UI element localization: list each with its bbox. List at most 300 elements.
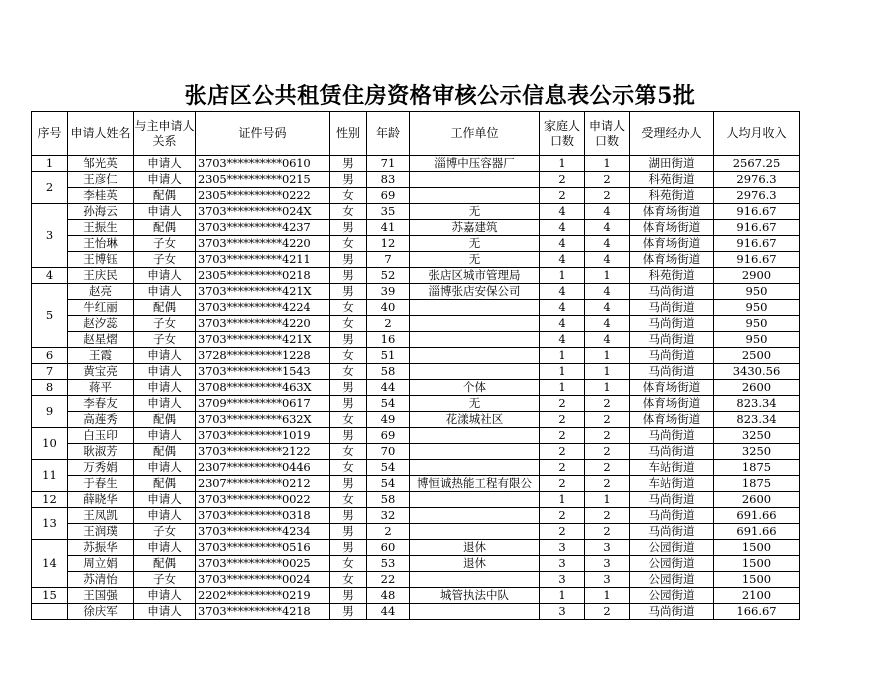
applicant-count-cell: 2 (585, 396, 630, 412)
household-size-cell: 4 (540, 220, 585, 236)
household-size-cell: 3 (540, 604, 585, 620)
handler-cell: 科苑街道 (630, 268, 714, 284)
relation-cell: 配偶 (134, 220, 196, 236)
relation-cell: 申请人 (134, 588, 196, 604)
monthly-income-cell: 916.67 (714, 220, 800, 236)
monthly-income-cell: 3250 (714, 428, 800, 444)
gender-cell: 男 (330, 396, 367, 412)
relation-cell: 申请人 (134, 204, 196, 220)
id-number-cell: 3709**********0617 (196, 396, 330, 412)
handler-cell: 马尚街道 (630, 492, 714, 508)
header-seq: 序号 (32, 112, 68, 156)
gender-cell: 女 (330, 460, 367, 476)
household-size-cell: 4 (540, 204, 585, 220)
seq-cell: 12 (32, 492, 68, 508)
table-row (32, 572, 800, 588)
gender-cell: 女 (330, 412, 367, 428)
workplace-cell (410, 300, 540, 316)
gender-cell: 女 (330, 364, 367, 380)
applicant-count-cell: 2 (585, 172, 630, 188)
workplace-cell (410, 172, 540, 188)
seq-cell: 14 (32, 540, 68, 588)
workplace-cell (410, 508, 540, 524)
name-cell: 王润璞 (68, 524, 134, 540)
gender-cell: 女 (330, 316, 367, 332)
applicant-count-cell: 4 (585, 204, 630, 220)
name-cell: 赵亮 (68, 284, 134, 300)
workplace-cell: 张店区城市管理局 (410, 268, 540, 284)
monthly-income-cell: 1500 (714, 540, 800, 556)
id-number-cell: 3703**********4220 (196, 236, 330, 252)
handler-cell: 马尚街道 (630, 604, 714, 620)
name-cell: 万秀娟 (68, 460, 134, 476)
workplace-cell: 退休 (410, 556, 540, 572)
age-cell: 44 (367, 380, 410, 396)
relation-cell: 申请人 (134, 364, 196, 380)
age-cell: 35 (367, 204, 410, 220)
monthly-income-cell: 2100 (714, 588, 800, 604)
id-number-cell: 3703**********0610 (196, 156, 330, 172)
relation-cell: 申请人 (134, 492, 196, 508)
name-cell: 王霞 (68, 348, 134, 364)
household-size-cell: 4 (540, 332, 585, 348)
id-number-cell: 3728**********1228 (196, 348, 330, 364)
applicant-count-cell: 4 (585, 236, 630, 252)
monthly-income-cell: 950 (714, 300, 800, 316)
seq-cell: 7 (32, 364, 68, 380)
applicant-count-cell: 1 (585, 348, 630, 364)
id-number-cell: 3703**********421X (196, 332, 330, 348)
age-cell: 41 (367, 220, 410, 236)
household-size-cell: 1 (540, 156, 585, 172)
gender-cell: 男 (330, 172, 367, 188)
gender-cell: 男 (330, 508, 367, 524)
seq-cell: 15 (32, 588, 68, 604)
household-size-cell: 2 (540, 188, 585, 204)
age-cell: 51 (367, 348, 410, 364)
monthly-income-cell: 823.34 (714, 412, 800, 428)
workplace-cell: 淄博张店安保公司 (410, 284, 540, 300)
id-number-cell: 3703**********2122 (196, 444, 330, 460)
household-size-cell: 2 (540, 460, 585, 476)
applicant-count-cell: 2 (585, 444, 630, 460)
name-cell: 薛晓华 (68, 492, 134, 508)
monthly-income-cell: 916.67 (714, 204, 800, 220)
name-cell: 王振生 (68, 220, 134, 236)
seq-cell: 9 (32, 396, 68, 428)
monthly-income-cell: 2600 (714, 380, 800, 396)
table-row (32, 220, 800, 236)
household-size-cell: 4 (540, 284, 585, 300)
applicant-count-cell: 4 (585, 332, 630, 348)
table-row (32, 396, 800, 412)
handler-cell: 车站街道 (630, 476, 714, 492)
id-number-cell: 3703**********0024 (196, 572, 330, 588)
gender-cell: 男 (330, 524, 367, 540)
age-cell: 39 (367, 284, 410, 300)
header-relation: 与主申请人关系 (134, 112, 196, 156)
workplace-cell (410, 348, 540, 364)
monthly-income-cell: 823.34 (714, 396, 800, 412)
header-household-size: 家庭人口数 (540, 112, 585, 156)
name-cell: 王国强 (68, 588, 134, 604)
monthly-income-cell: 691.66 (714, 508, 800, 524)
household-size-cell: 2 (540, 172, 585, 188)
table-row (32, 428, 800, 444)
workplace-cell (410, 428, 540, 444)
table-row (32, 604, 800, 620)
monthly-income-cell: 1500 (714, 572, 800, 588)
relation-cell: 配偶 (134, 444, 196, 460)
name-cell: 徐庆军 (68, 604, 134, 620)
relation-cell: 申请人 (134, 172, 196, 188)
relation-cell: 子女 (134, 572, 196, 588)
household-size-cell: 2 (540, 476, 585, 492)
household-size-cell: 1 (540, 492, 585, 508)
name-cell: 赵汐蕊 (68, 316, 134, 332)
gender-cell: 男 (330, 540, 367, 556)
id-number-cell: 3703**********0516 (196, 540, 330, 556)
monthly-income-cell: 2600 (714, 492, 800, 508)
header-age: 年龄 (367, 112, 410, 156)
name-cell: 白玉印 (68, 428, 134, 444)
relation-cell: 申请人 (134, 604, 196, 620)
gender-cell: 女 (330, 556, 367, 572)
seq-cell: 6 (32, 348, 68, 364)
relation-cell: 申请人 (134, 460, 196, 476)
page-title: 张店区公共租赁住房资格审核公示信息表公示第5批 (184, 83, 696, 109)
header-workplace: 工作单位 (410, 112, 540, 156)
workplace-cell: 淄博中压容器厂 (410, 156, 540, 172)
applicant-count-cell: 2 (585, 604, 630, 620)
table-row (32, 252, 800, 268)
household-size-cell: 2 (540, 444, 585, 460)
monthly-income-cell: 916.67 (714, 252, 800, 268)
relation-cell: 申请人 (134, 284, 196, 300)
name-cell: 王怡琳 (68, 236, 134, 252)
id-number-cell: 3703**********024X (196, 204, 330, 220)
header-applicant-count: 申请人口数 (585, 112, 630, 156)
gender-cell: 女 (330, 348, 367, 364)
applicant-count-cell: 2 (585, 412, 630, 428)
handler-cell: 车站街道 (630, 460, 714, 476)
handler-cell: 马尚街道 (630, 508, 714, 524)
gender-cell: 女 (330, 236, 367, 252)
header-monthly-income: 人均月收入 (714, 112, 800, 156)
age-cell: 54 (367, 460, 410, 476)
handler-cell: 公园街道 (630, 588, 714, 604)
age-cell: 54 (367, 396, 410, 412)
id-number-cell: 2307**********0446 (196, 460, 330, 476)
id-number-cell: 3703**********4218 (196, 604, 330, 620)
workplace-cell (410, 332, 540, 348)
gender-cell: 男 (330, 476, 367, 492)
workplace-cell: 无 (410, 396, 540, 412)
id-number-cell: 2305**********0215 (196, 172, 330, 188)
table-row (32, 364, 800, 380)
gender-cell: 男 (330, 604, 367, 620)
id-number-cell: 3703**********4237 (196, 220, 330, 236)
id-number-cell: 3703**********632X (196, 412, 330, 428)
age-cell: 32 (367, 508, 410, 524)
id-number-cell: 3703**********1019 (196, 428, 330, 444)
applicant-count-cell: 2 (585, 188, 630, 204)
age-cell: 40 (367, 300, 410, 316)
handler-cell: 科苑街道 (630, 172, 714, 188)
handler-cell: 体育场街道 (630, 236, 714, 252)
age-cell: 60 (367, 540, 410, 556)
handler-cell: 马尚街道 (630, 524, 714, 540)
relation-cell: 配偶 (134, 476, 196, 492)
table-row (32, 204, 800, 220)
applicant-count-cell: 2 (585, 428, 630, 444)
relation-cell: 申请人 (134, 508, 196, 524)
monthly-income-cell: 950 (714, 332, 800, 348)
applicant-count-cell: 3 (585, 556, 630, 572)
gender-cell: 女 (330, 492, 367, 508)
gender-cell: 男 (330, 428, 367, 444)
workplace-cell: 无 (410, 236, 540, 252)
table-row (32, 188, 800, 204)
handler-cell: 马尚街道 (630, 364, 714, 380)
seq-cell: 4 (32, 268, 68, 284)
id-number-cell: 3703**********421X (196, 284, 330, 300)
age-cell: 49 (367, 412, 410, 428)
applicant-count-cell: 1 (585, 268, 630, 284)
handler-cell: 体育场街道 (630, 252, 714, 268)
id-number-cell: 3703**********4220 (196, 316, 330, 332)
gender-cell: 女 (330, 204, 367, 220)
table-row (32, 380, 800, 396)
id-number-cell: 3703**********4224 (196, 300, 330, 316)
table-row (32, 268, 800, 284)
name-cell: 牛红丽 (68, 300, 134, 316)
gender-cell: 男 (330, 268, 367, 284)
gender-cell: 女 (330, 572, 367, 588)
relation-cell: 配偶 (134, 412, 196, 428)
household-size-cell: 1 (540, 268, 585, 284)
handler-cell: 体育场街道 (630, 412, 714, 428)
handler-cell: 体育场街道 (630, 220, 714, 236)
name-cell: 耿淑芳 (68, 444, 134, 460)
applicant-count-cell: 1 (585, 156, 630, 172)
monthly-income-cell: 1500 (714, 556, 800, 572)
handler-cell: 体育场街道 (630, 396, 714, 412)
relation-cell: 申请人 (134, 156, 196, 172)
id-number-cell: 2305**********0222 (196, 188, 330, 204)
age-cell: 53 (367, 556, 410, 572)
relation-cell: 申请人 (134, 380, 196, 396)
applicant-count-cell: 1 (585, 364, 630, 380)
applicant-count-cell: 2 (585, 508, 630, 524)
id-number-cell: 3703**********0022 (196, 492, 330, 508)
table-row (32, 460, 800, 476)
household-size-cell: 1 (540, 588, 585, 604)
age-cell: 2 (367, 316, 410, 332)
workplace-cell: 博恒诚热能工程有限公 (410, 476, 540, 492)
table-row (32, 556, 800, 572)
header-row (32, 112, 800, 156)
name-cell: 王博钰 (68, 252, 134, 268)
applicant-count-cell: 1 (585, 588, 630, 604)
seq-cell: 3 (32, 204, 68, 268)
table-row (32, 444, 800, 460)
household-size-cell: 4 (540, 236, 585, 252)
workplace-cell (410, 316, 540, 332)
workplace-cell: 无 (410, 252, 540, 268)
applicant-table (31, 111, 800, 620)
gender-cell: 男 (330, 156, 367, 172)
monthly-income-cell: 916.67 (714, 236, 800, 252)
applicant-count-cell: 1 (585, 492, 630, 508)
relation-cell: 子女 (134, 236, 196, 252)
seq-cell: 5 (32, 284, 68, 348)
table-row (32, 540, 800, 556)
name-cell: 王彦仁 (68, 172, 134, 188)
handler-cell: 公园街道 (630, 572, 714, 588)
id-number-cell: 3703**********0318 (196, 508, 330, 524)
handler-cell: 马尚街道 (630, 348, 714, 364)
name-cell: 高莲秀 (68, 412, 134, 428)
workplace-cell: 花漾城社区 (410, 412, 540, 428)
table-row (32, 348, 800, 364)
household-size-cell: 3 (540, 572, 585, 588)
applicant-count-cell: 2 (585, 460, 630, 476)
name-cell: 孙海云 (68, 204, 134, 220)
household-size-cell: 2 (540, 508, 585, 524)
household-size-cell: 4 (540, 252, 585, 268)
name-cell: 周立娟 (68, 556, 134, 572)
age-cell: 83 (367, 172, 410, 188)
id-number-cell: 3703**********0025 (196, 556, 330, 572)
household-size-cell: 4 (540, 316, 585, 332)
name-cell: 李桂英 (68, 188, 134, 204)
header-id-number: 证件号码 (196, 112, 330, 156)
applicant-count-cell: 3 (585, 572, 630, 588)
gender-cell: 女 (330, 444, 367, 460)
age-cell: 22 (367, 572, 410, 588)
seq-cell: 8 (32, 380, 68, 396)
header-handler: 受理经办人 (630, 112, 714, 156)
monthly-income-cell: 2900 (714, 268, 800, 284)
name-cell: 赵星熠 (68, 332, 134, 348)
handler-cell: 公园街道 (630, 540, 714, 556)
applicant-count-cell: 4 (585, 300, 630, 316)
gender-cell: 男 (330, 380, 367, 396)
table-row (32, 588, 800, 604)
household-size-cell: 2 (540, 524, 585, 540)
workplace-cell (410, 364, 540, 380)
monthly-income-cell: 166.67 (714, 604, 800, 620)
seq-cell: 11 (32, 460, 68, 492)
handler-cell: 马尚街道 (630, 316, 714, 332)
gender-cell: 男 (330, 252, 367, 268)
gender-cell: 男 (330, 332, 367, 348)
household-size-cell: 2 (540, 412, 585, 428)
relation-cell: 申请人 (134, 396, 196, 412)
age-cell: 7 (367, 252, 410, 268)
age-cell: 48 (367, 588, 410, 604)
handler-cell: 马尚街道 (630, 284, 714, 300)
name-cell: 黄宝亮 (68, 364, 134, 380)
age-cell: 12 (367, 236, 410, 252)
seq-cell: 2 (32, 172, 68, 204)
gender-cell: 女 (330, 188, 367, 204)
workplace-cell (410, 604, 540, 620)
table-row (32, 412, 800, 428)
relation-cell: 配偶 (134, 300, 196, 316)
table-row (32, 236, 800, 252)
age-cell: 16 (367, 332, 410, 348)
relation-cell: 申请人 (134, 268, 196, 284)
workplace-cell (410, 572, 540, 588)
handler-cell: 马尚街道 (630, 428, 714, 444)
handler-cell: 公园街道 (630, 556, 714, 572)
monthly-income-cell: 2500 (714, 348, 800, 364)
name-cell: 李春友 (68, 396, 134, 412)
age-cell: 54 (367, 476, 410, 492)
age-cell: 58 (367, 364, 410, 380)
monthly-income-cell: 2976.3 (714, 172, 800, 188)
relation-cell: 子女 (134, 316, 196, 332)
monthly-income-cell: 691.66 (714, 524, 800, 540)
name-cell: 于春生 (68, 476, 134, 492)
applicant-count-cell: 2 (585, 524, 630, 540)
household-size-cell: 2 (540, 428, 585, 444)
name-cell: 蒋平 (68, 380, 134, 396)
relation-cell: 申请人 (134, 348, 196, 364)
handler-cell: 体育场街道 (630, 380, 714, 396)
table-row (32, 284, 800, 300)
monthly-income-cell: 950 (714, 284, 800, 300)
header-name: 申请人姓名 (68, 112, 134, 156)
workplace-cell (410, 460, 540, 476)
table-row (32, 300, 800, 316)
table-row (32, 508, 800, 524)
applicant-count-cell: 4 (585, 220, 630, 236)
table-row (32, 492, 800, 508)
applicant-count-cell: 3 (585, 540, 630, 556)
id-number-cell: 2202**********0219 (196, 588, 330, 604)
age-cell: 70 (367, 444, 410, 460)
workplace-cell (410, 492, 540, 508)
handler-cell: 马尚街道 (630, 300, 714, 316)
workplace-cell: 苏嘉建筑 (410, 220, 540, 236)
id-number-cell: 3703**********4211 (196, 252, 330, 268)
age-cell: 69 (367, 428, 410, 444)
applicant-count-cell: 4 (585, 284, 630, 300)
age-cell: 58 (367, 492, 410, 508)
relation-cell: 申请人 (134, 428, 196, 444)
workplace-cell: 个体 (410, 380, 540, 396)
monthly-income-cell: 3250 (714, 444, 800, 460)
id-number-cell: 3703**********4234 (196, 524, 330, 540)
workplace-cell: 无 (410, 204, 540, 220)
relation-cell: 子女 (134, 332, 196, 348)
monthly-income-cell: 1875 (714, 460, 800, 476)
relation-cell: 子女 (134, 524, 196, 540)
id-number-cell: 3708**********463X (196, 380, 330, 396)
applicant-count-cell: 4 (585, 316, 630, 332)
seq-cell: 13 (32, 508, 68, 540)
household-size-cell: 2 (540, 396, 585, 412)
name-cell: 王凤凯 (68, 508, 134, 524)
age-cell: 71 (367, 156, 410, 172)
gender-cell: 男 (330, 220, 367, 236)
handler-cell: 湖田街道 (630, 156, 714, 172)
household-size-cell: 1 (540, 348, 585, 364)
monthly-income-cell: 950 (714, 316, 800, 332)
